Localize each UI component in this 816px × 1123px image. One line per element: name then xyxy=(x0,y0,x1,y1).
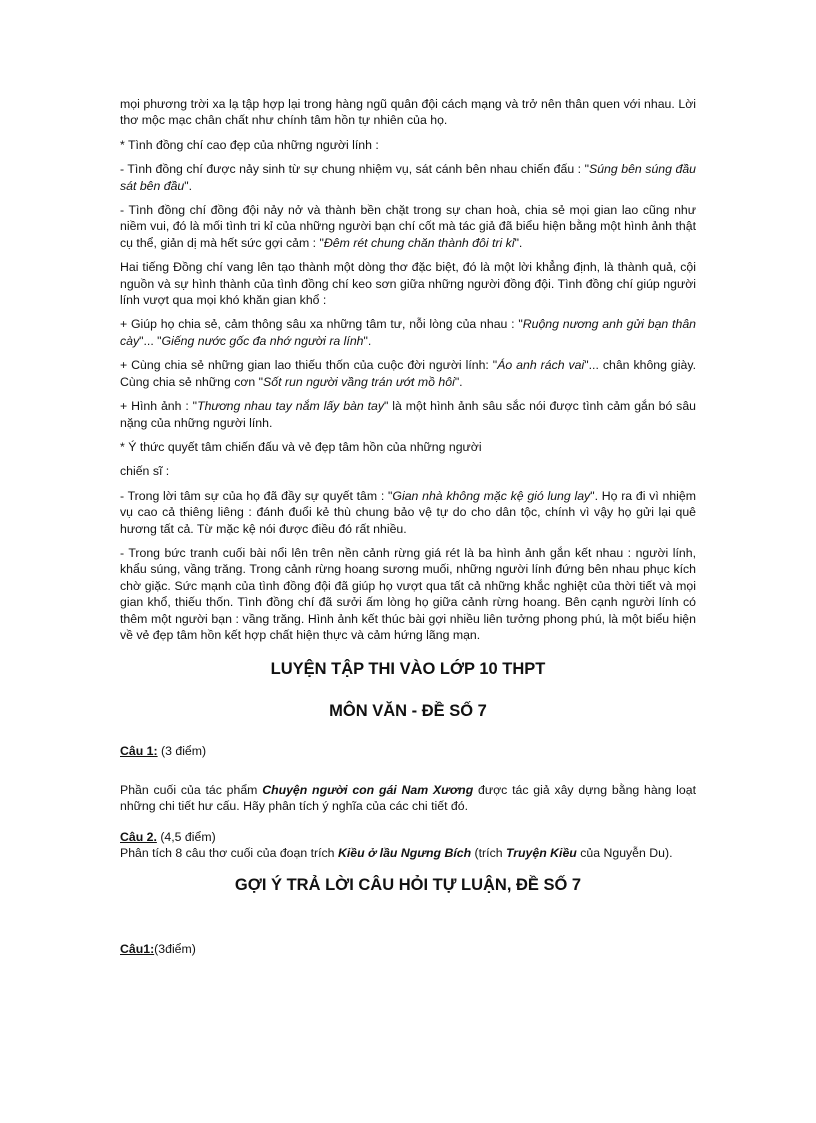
question-1-text: Phần cuối của tác phẩm Chuyện người con gái Nam Xương được tác giả xây dựng bằng hàng loạt những chi tiết hư cấu. Hãy phân tích ý nghĩa của các chi tiết đó. xyxy=(120,782,696,814)
question-label: Câu 2. xyxy=(120,829,157,844)
paragraph: mọi phương trời xa lạ tập hợp lại trong hàng ngũ quân đội cách mạng và trở nên thân quen với nhau. Lời thơ mộc mạc chân chất như chính tâm hồn tự nhiên của họ. xyxy=(120,97,696,128)
question-2-text: Phân tích 8 câu thơ cuối của đoạn trích Kiều ở lầu Ngưng Bích (trích Truyện Kiều của Nguyễn Du). xyxy=(120,846,673,860)
work-title: Kiều ở lầu Ngưng Bích xyxy=(337,846,472,860)
poem-quote: Áo anh rách vai xyxy=(497,358,585,373)
poem-quote: Sốt run người vầng trán ướt mồ hôi xyxy=(263,374,455,389)
document-page xyxy=(120,96,696,966)
section-heading: * Ý thức quyết tâm chiến đấu và vẻ đẹp tâm hồn của những người xyxy=(120,439,482,454)
poem-quote: Thương nhau tay nắm lấy bàn tay xyxy=(197,399,385,414)
answer-label: Câu1: xyxy=(120,942,155,957)
paragraph: - Tình đồng chí được nảy sinh từ sự chung nhiệm vụ, sát cánh bên nhau chiến đấu : "Súng bên súng đầu sát bên đầu". xyxy=(120,162,696,193)
section-heading: * Tình đồng chí cao đẹp của những người lính : xyxy=(120,137,379,152)
work-title: Chuyện người con gái Nam Xương xyxy=(262,782,474,797)
paragraph: + Cùng chia sẻ những gian lao thiếu thốn của cuộc đời người lính: "Áo anh rách vai"... chân không giày. Cùng chia sẻ những cơn "Sốt run người vầng trán ướt mồ hôi". xyxy=(120,358,696,389)
paragraph: Hai tiếng Đồng chí vang lên tạo thành một dòng thơ đặc biệt, đó là một lời khẳng định, là thành quả, cội nguồn và sự hình thành của tình đồng chí keo sơn giữa những người đồng đội. Tình đồng chí giúp người lính vượt qua mọi khó khăn gian khổ : xyxy=(120,260,696,308)
question-1-header: Câu 1: (3 điểm) xyxy=(120,744,207,759)
section-heading-continued: chiến sĩ : xyxy=(120,464,170,479)
answer-guide-title: GỢI Ý TRẢ LỜI CÂU HỎI TỰ LUẬN, ĐỀ SỐ 7 xyxy=(234,876,582,895)
poem-quote: Súng bên súng đầu sát bên đầu xyxy=(120,162,696,193)
exam-subtitle: MÔN VĂN - ĐỀ SỐ 7 xyxy=(329,702,487,721)
poem-quote: Ruộng nương anh gửi bạn thân cày xyxy=(120,317,696,348)
work-title: Truyện Kiều xyxy=(505,846,577,860)
poem-quote: Giếng nước gốc đa nhớ người ra lính xyxy=(161,333,364,348)
question-label: Câu 1: xyxy=(120,744,158,759)
paragraph: - Tình đồng chí đồng đội nảy nở và thành bền chặt trong sự chan hoà, chia sẻ mọi gian lao cũng như niềm vui, đó là mối tình tri kỉ của những người bạn chí cốt mà tác giả đã biểu hiện bằng một hình ảnh thật cụ thể, giản dị mà hết sức gợi cảm : "Đêm rét chung chăn thành đôi tri kỉ". xyxy=(120,203,696,250)
paragraph: - Trong bức tranh cuối bài nổi lên trên nền cảnh rừng giá rét là ba hình ảnh gắn kết nhau : người lính, khẩu súng, vầng trăng. Trong cảnh rừng hoang sương muối, những người lính đứng bên nhau phục kích chờ giặc. Sức mạnh của tình đồng đội đã giúp họ vượt qua tất cả những khắc nghiệt của thời tiết và mọi gian khổ, thiếu thốn. Tình đồng chí đã sưởi ấm lòng họ giữa cảnh rừng hoang. Bên cạnh người lính có thêm một người bạn : vầng trăng. Hình ảnh kết thúc bài gợi nhiều liên tưởng phong phú, là một biểu hiện về vẻ đẹp tâm hồn kết hợp chất hiện thực và cảm hứng lãng mạn. xyxy=(120,545,696,642)
paragraph: + Giúp họ chia sẻ, cảm thông sâu xa những tâm tư, nỗi lòng của nhau : "Ruộng nương anh gửi bạn thân cày"... "Giếng nước gốc đa nhớ người ra lính". xyxy=(120,317,696,348)
exam-title: LUYỆN TẬP THI VÀO LỚP 10 THPT xyxy=(270,660,546,679)
paragraph: - Trong lời tâm sự của họ đã đầy sự quyết tâm : "Gian nhà không mặc kệ gió lung lay". Họ ra đi vì nhiệm vụ cao cả thiêng liêng : đánh đuổi kẻ thù chung bảo vệ tự do cho dân tộc, chính vì vậy họ gửi lại quê hương tất cả. Từ mặc kệ nói được điều đó rất nhiều. xyxy=(120,488,696,536)
answer-1-header: Câu1:(3điểm) xyxy=(120,942,196,957)
question-2-header: Câu 2. (4,5 điểm) xyxy=(120,829,216,844)
poem-quote: Đêm rét chung chăn thành đôi tri kỉ xyxy=(323,235,515,250)
poem-quote: Gian nhà không mặc kệ gió lung lay xyxy=(392,488,591,503)
paragraph: + Hình ảnh : "Thương nhau tay nắm lấy bàn tay" là một hình ảnh sâu sắc nói được tình cảm gắn bó sâu nặng của những người lính. xyxy=(120,399,697,430)
